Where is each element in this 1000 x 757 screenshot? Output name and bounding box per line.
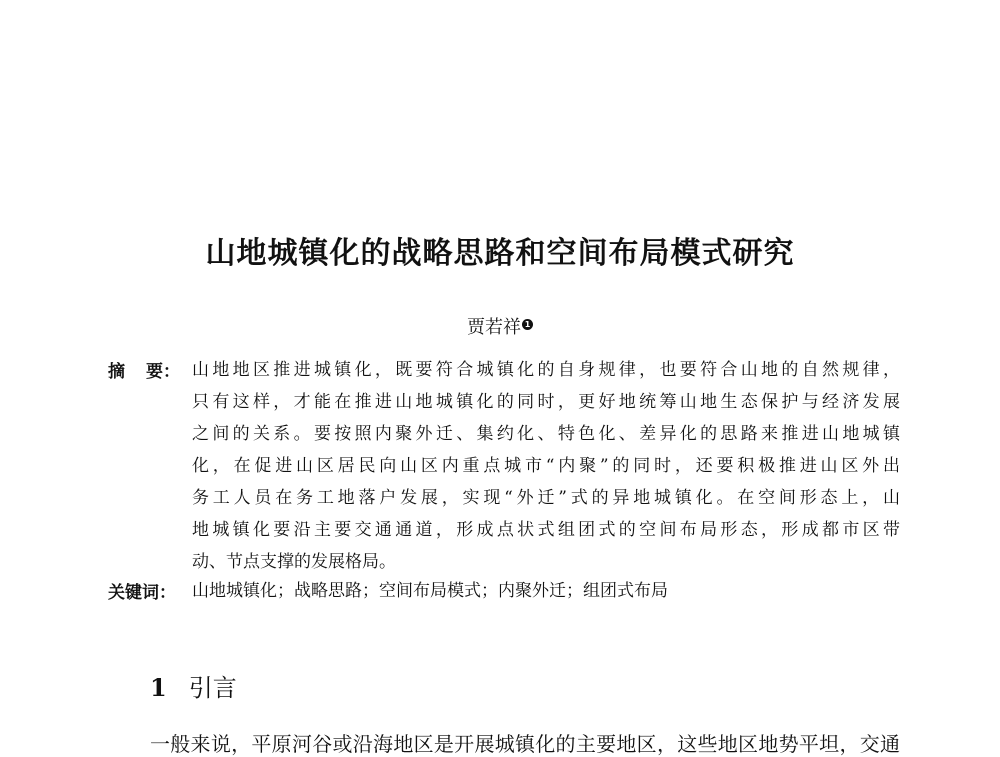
abstract-line: 只有这样，才能在推进山地城镇化的同时，更好地统筹山地生态保护与经济发展 [192, 392, 900, 412]
author-name: 贾若祥 [467, 317, 521, 338]
abstract-label-char-2: 要： [146, 362, 180, 382]
abstract-line: 地城镇化要沿主要交通通道，形成点状式组团式的空间布局形态，形成都市区带 [192, 520, 900, 540]
body-paragraph-line: 一般来说，平原河谷或沿海地区是开展城镇化的主要地区，这些地区地势平坦，交通 [150, 732, 900, 756]
abstract-text [192, 355, 900, 579]
abstract-label [108, 357, 180, 382]
paper-title: 山地城镇化的战略思路和空间布局模式研究 [205, 236, 795, 271]
author-footnote-marker[interactable]: 1 [522, 319, 533, 330]
section-number: 1 [150, 673, 167, 702]
keywords-text: 山地城镇化；战略思路；空间布局模式；内聚外迁；组团式布局 [192, 581, 668, 601]
abstract-line: 之间的关系。要按照内聚外迁、集约化、特色化、差异化的思路来推进山地城镇 [192, 424, 900, 444]
section-heading [150, 668, 237, 703]
section-title: 引言 [188, 674, 237, 702]
author-line [0, 313, 1000, 339]
abstract-line: 动、节点支撑的发展格局。 [192, 552, 396, 572]
abstract-label-char-1: 摘 [108, 362, 125, 382]
abstract-line: 务工人员在务工地落户发展，实现“外迁”式的异地城镇化。在空间形态上，山 [192, 488, 900, 508]
keywords-label: 关键词： [108, 583, 176, 603]
abstract-line: 山地地区推进城镇化，既要符合城镇化的自身规律，也要符合山地的自然规律， [192, 360, 900, 380]
abstract-line: 化，在促进山区居民向山区内重点城市“内聚”的同时，还要积极推进山区外出 [192, 456, 900, 476]
